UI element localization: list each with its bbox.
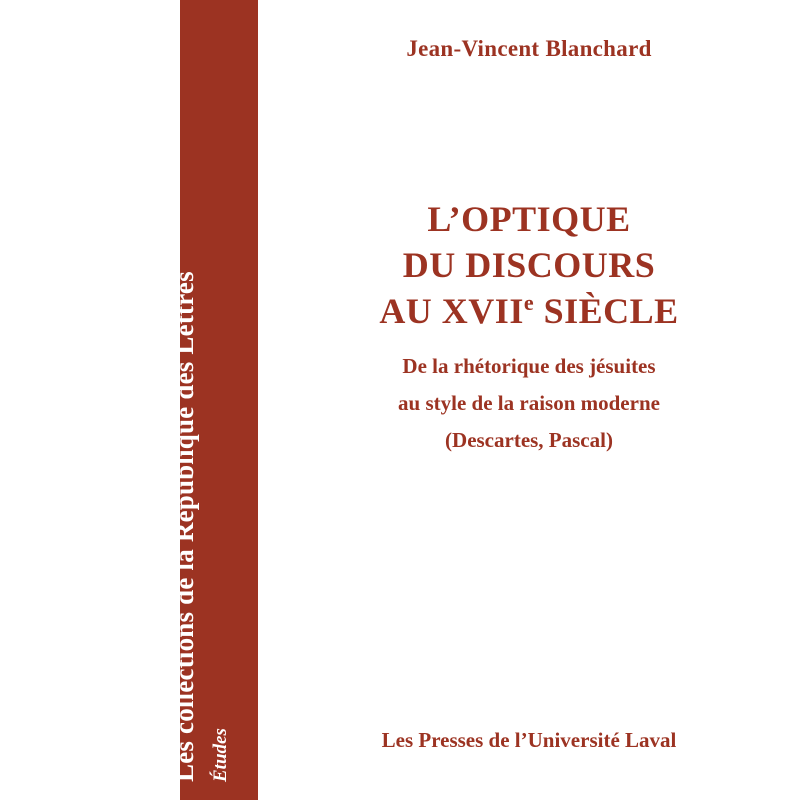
collection-label: Les collections de la République des Lettres <box>169 271 199 782</box>
book-title <box>258 196 800 334</box>
title-line-3 <box>258 288 800 334</box>
title-line-3-main: AU XVII <box>379 291 524 331</box>
cover-spine-band <box>169 0 258 800</box>
title-line-2: DU DISCOURS <box>402 245 656 285</box>
author-name: Jean-Vincent Blanchard <box>406 36 652 61</box>
book-subtitle <box>258 348 800 459</box>
title-line-3-rest: SIÈCLE <box>534 291 679 331</box>
subtitle-line-1: De la rhétorique des jésuites <box>402 354 656 378</box>
series-label: Études <box>210 728 231 782</box>
title-ordinal-suffix: e <box>523 290 535 315</box>
subtitle-line-2: au style de la raison moderne <box>398 391 660 415</box>
publisher-name: Les Presses de l’Université Laval <box>381 728 677 752</box>
title-line-1: L’OPTIQUE <box>427 199 631 239</box>
subtitle-line-3: (Descartes, Pascal) <box>445 428 613 452</box>
